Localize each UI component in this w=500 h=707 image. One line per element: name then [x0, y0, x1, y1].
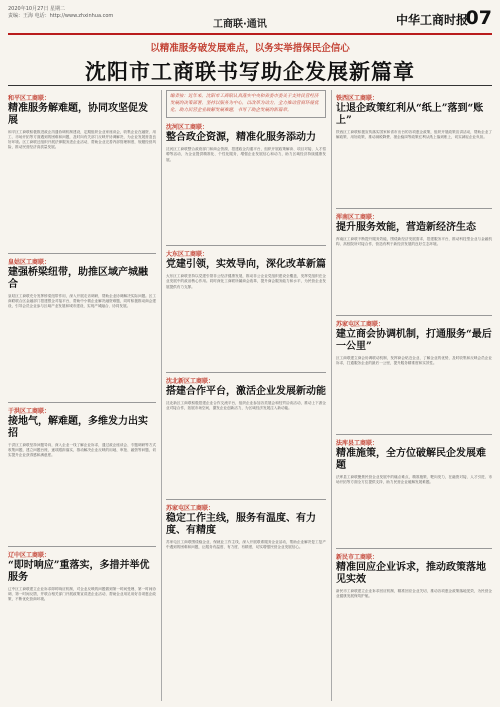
article-section: 苏家屯区工商联：	[336, 321, 385, 328]
column-divider	[161, 90, 162, 701]
column-3	[336, 90, 492, 662]
article-section: 沈河区工商联：	[166, 124, 209, 132]
article-body: 和平区工商联积极推进政企沟通协调机制建设，定期组织企业家座谈会，收集企业在融资、用工、市场开拓等方面遇到的困难和问题，及时向有关部门反映并协调解决，为企业发展营造良好环境。区工商联还组织开展法律服务进企业活动，帮助企业完善内部管理制度，规避经营风险，推动民营经济高质量发展。	[8, 130, 156, 150]
article-body: 法库县工商联聚焦民营企业发展中的痛点难点，精准施策、靶向发力，在融资对接、人才引进、市场开拓等方面全方位提供支持，助力民营企业破解发展难题。	[336, 475, 492, 485]
article	[336, 212, 492, 312]
editor-contact: 责编：王海 电话：http://www.zhxinhua.com	[8, 13, 114, 19]
article-title: 接地气，解难题，多维发力出实招	[8, 416, 148, 439]
article-title: 搭建合作平台，激活企业发展新动能	[166, 386, 326, 398]
article-divider	[166, 245, 326, 246]
article-title: 让退企政策红利从“纸上”落到“账上”	[336, 103, 484, 126]
page-number: 07	[465, 7, 492, 29]
article	[166, 503, 326, 630]
article-section: 沈北新区工商联：	[166, 378, 215, 386]
article-title: 整合政企资源，精准化服务添动力	[166, 132, 316, 144]
newspaper-brand: 中华工商时报	[395, 13, 468, 27]
article-section: 新民市工商联：	[336, 554, 379, 561]
article-divider	[8, 402, 156, 403]
article-body: 辽中区工商联建立企业诉求即时响应机制，对企业反映的问题做到第一时间受理、第一时间协调、第一时间反馈，并联合相关部门开展政策宣讲进企业活动，帮助企业用足用好各项惠企政策，不断优化营商环境。	[8, 587, 156, 602]
subheadline: 以精准服务破发展难点，以务实举措保民企信心	[150, 43, 350, 54]
article	[166, 122, 326, 242]
article-body: 苏家屯区工商联围绕稳企业、保就业工作主线，深入开展联系服务企业活动，帮助企业解决复工复产中遇到的困难和问题，让服务有温度、有力度、有精度，切实增强民营企业发展信心。	[166, 540, 326, 550]
article-title: 精准施策，全方位破解民企发展难题	[336, 448, 486, 471]
article-title: 建立商会协调机制，打通服务“最后一公里”	[336, 329, 492, 352]
article-title: 党建引领，实效导向，深化改革新篇	[166, 259, 326, 271]
article-divider	[166, 499, 326, 500]
article-divider	[8, 546, 156, 547]
article-section: 辽中区工商联：	[8, 552, 51, 559]
article-body: 大东区工商联坚持以党建引领非公经济健康发展，推动非公企业党组织建设全覆盖，发挥党组织在企业发展中的政治核心作用。同时深化工商联所属商会改革，提升商会服务能力和水平，为民营企业发展提供有力支撑。	[166, 274, 326, 289]
article-section: 大东区工商联：	[166, 251, 209, 259]
article-body: 于洪区工商联坚持问题导向，深入企业一线了解企业诉求，通过政企座谈会、专题调研等方式收集问题，建立问题台账，逐项跟踪落实，推动解决企业反映的用地、审批、融资等问题，切实提升企业获得感和满意度。	[8, 443, 156, 458]
column-1	[8, 90, 156, 700]
article-body: 区工商联建立商会协调联动机制，发挥商会贴近企业、了解企业的优势，及时收集和反映会员企业诉求，打通服务企业的最后一公里，提升服务精准度和实效性。	[336, 356, 492, 366]
article-body: 浑南区工商联不断提升服务效能，围绕新经济发展需求，搭建服务平台，推动科技型企业与金融机构、高校院所对接合作，营造有利于新经济发展的良好生态环境。	[336, 237, 492, 247]
article-divider	[336, 208, 492, 209]
article	[166, 376, 326, 496]
article-title: 精准回应企业诉求，推动政策落地见实效	[336, 562, 486, 585]
article-section: 和平区工商联：	[8, 95, 51, 102]
article-body: 皇姑区工商联充分发挥桥梁纽带作用，深入开展走访调研，帮助企业协调解决实际问题。区工商联联合区金融部门搭建银企对接平台，帮助中小微企业解决融资难题，同时积极推动商会建设，引导会员企业参与区域产业发展和城市建设，实现产城融合、协同发展。	[8, 294, 156, 309]
article-divider	[8, 253, 156, 254]
article	[8, 257, 156, 399]
article-section: 浑南区工商联：	[336, 214, 379, 221]
article-body: 沈北新区工商联积极搭建企业合作交流平台，组织企业参加各类展会和经贸洽谈活动，推动上下游企业对接合作，拓展市场空间，激发企业创新活力，为区域经济发展注入新动能。	[166, 401, 326, 411]
headline-rule	[8, 85, 492, 86]
article-title: 提升服务效能，营造新经济生态	[336, 222, 476, 233]
article-divider	[336, 434, 492, 435]
article	[166, 249, 326, 369]
article-body: 铁西区工商联积极宣传落实国家和省市出台的各项惠企政策，组织开展政策宣讲活动，帮助企业了解政策、用好政策，推动减税降费、援企稳岗等政策红利从纸上落到账上，切实减轻企业负担。	[336, 130, 492, 140]
section-name: 工商联·通讯	[213, 19, 267, 30]
article	[336, 438, 492, 545]
article-section: 于洪区工商联：	[8, 408, 51, 415]
article-title: 稳定工作主线，服务有温度、有力度、有精度	[166, 513, 316, 537]
article-divider	[336, 548, 492, 549]
page-header	[8, 4, 492, 32]
article-title: 建强桥梁纽带，助推区域产城融合	[8, 267, 148, 290]
article-body: 新民市工商联建立企业诉求回应机制，精准回应企业关切，推动各项惠企政策落地见效，为民营企业健康发展保驾护航。	[336, 589, 492, 599]
issue-meta	[8, 6, 113, 20]
article-title: 精准服务解难题，协同攻坚促发展	[8, 103, 148, 126]
article-section: 法库县工商联：	[336, 440, 379, 447]
article-section: 皇姑区工商联：	[8, 259, 51, 266]
column-divider	[331, 90, 332, 701]
article	[8, 550, 156, 697]
main-headline: 沈阳市工商联书写助企发展新篇章	[85, 59, 415, 84]
article-divider	[166, 372, 326, 373]
article-section: 苏家屯区工商联：	[166, 505, 215, 513]
article-section: 铁西区工商联：	[336, 95, 379, 102]
issue-date: 2020年10月27日 星期二	[8, 6, 66, 12]
article	[8, 406, 156, 543]
article-divider	[336, 315, 492, 316]
article-body: 沈河区工商联整合政府部门和商会资源，搭建政企沟通平台，组织开展政策解读、项目对接、人才招聘等活动，为企业提供精准化、个性化服务，增强企业发展信心和动力，助力区域经济持续健康发展。	[166, 147, 326, 162]
editor-note: 编者按：近年来，沈阳市工商联认真落实中央和省委市委关于支持民营经济发展的决策部署，坚持以服务为中心，以改革为动力，全力推动营商环境优化，助力民营企业破解发展难题，书写了助企发展的新篇章。	[166, 90, 326, 118]
column-2	[166, 90, 326, 633]
article	[336, 319, 492, 431]
header-rule	[8, 33, 492, 35]
article	[8, 93, 156, 250]
article	[336, 93, 492, 205]
article-title: “即时响应”重落实，多措并举优服务	[8, 560, 150, 583]
article	[336, 552, 492, 659]
